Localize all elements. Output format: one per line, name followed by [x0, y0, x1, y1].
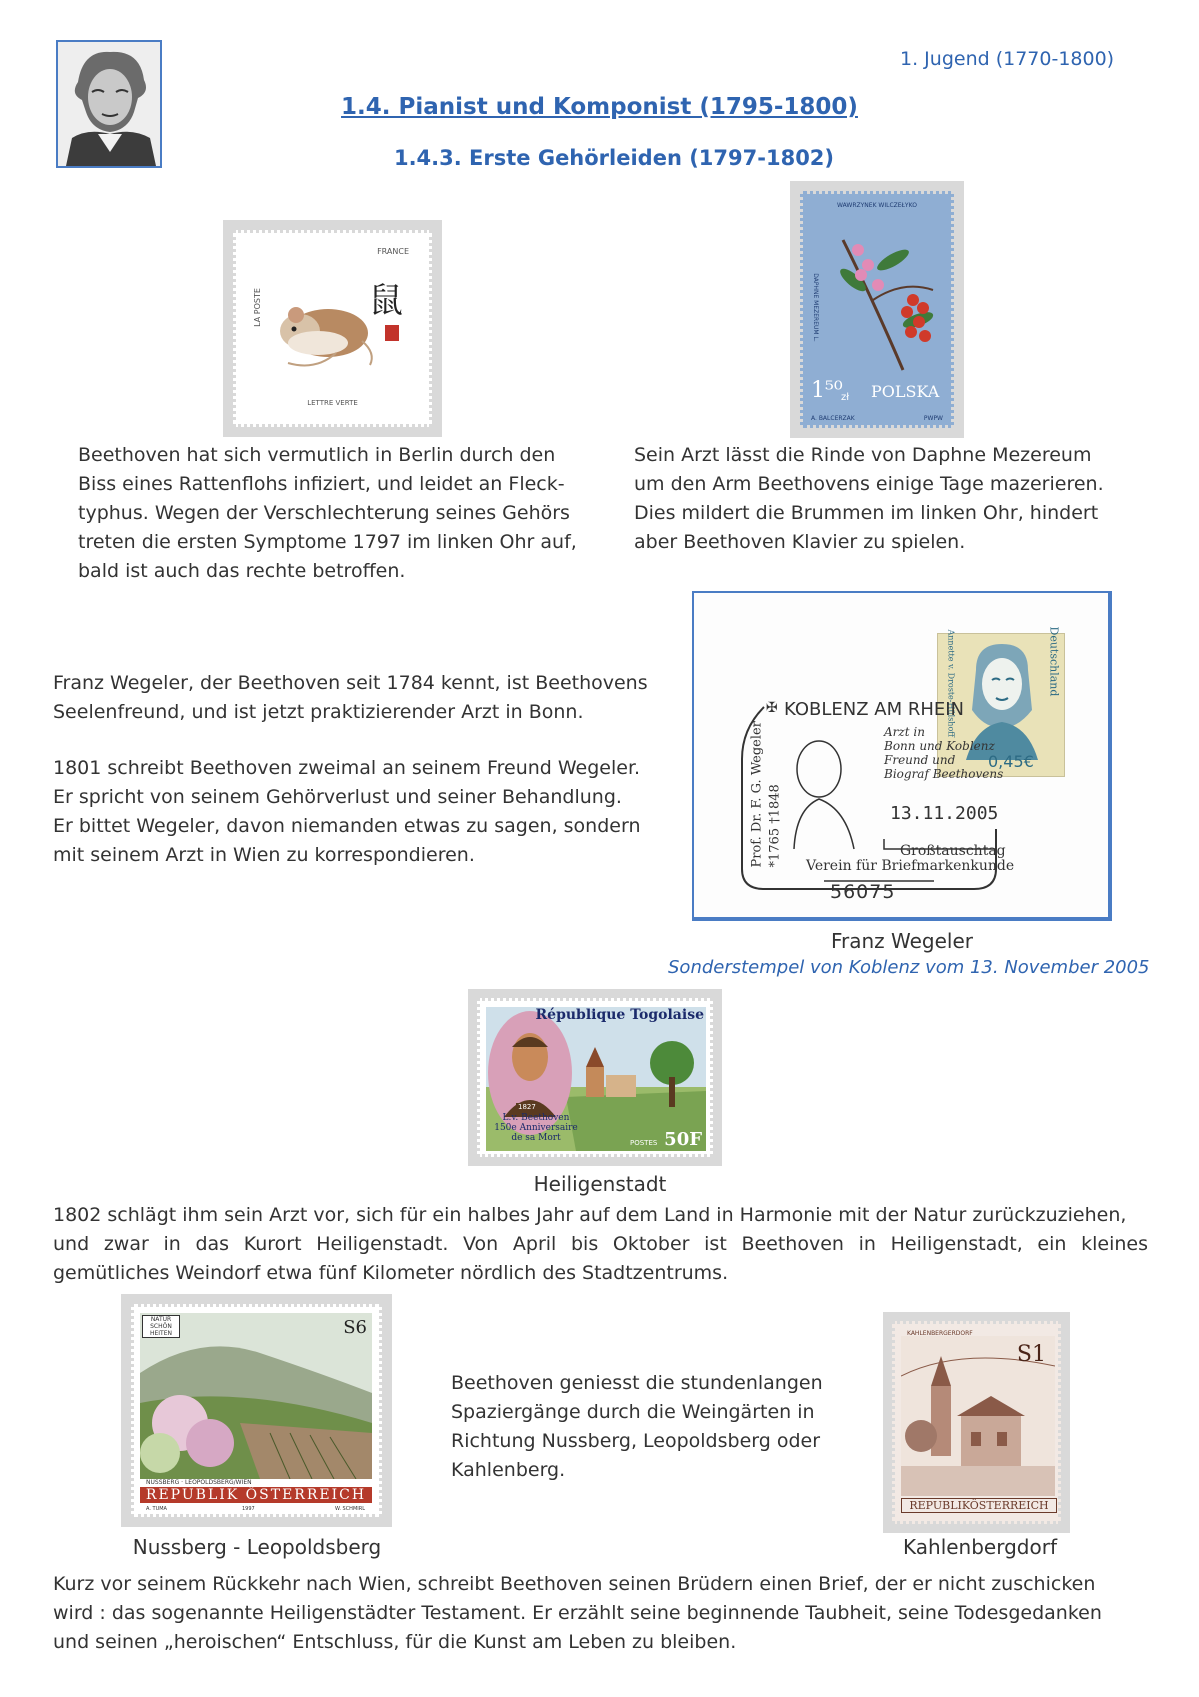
nussberg-caption: Nussberg - Leopoldsberg	[132, 1535, 382, 1559]
paragraph-flea	[78, 441, 598, 586]
text-line: aber Beethoven Klavier zu spielen.	[634, 531, 966, 553]
austria1-year: 1997	[242, 1506, 255, 1512]
paragraph-heiligenstadt	[53, 1201, 1148, 1288]
text-line: gemütliches Weindorf etwa fünf Kilometer nördlich des Stadtzentrums.	[53, 1262, 729, 1284]
stamp-austria-nussberg	[121, 1294, 392, 1527]
chapter-label: 1. Jugend (1770-1800)	[900, 48, 1115, 70]
kahlenbergdorf-caption: Kahlenbergdorf	[903, 1535, 1057, 1559]
postmark-postcode: 56075	[830, 881, 896, 903]
text-line: Franz Wegeler, der Beethoven seit 1784 kennt, ist Beethovens	[53, 672, 648, 694]
paragraph-wegeler-intro	[53, 669, 683, 727]
stamp-poland	[790, 181, 964, 438]
austria1-designer: A. TUMA	[146, 1506, 167, 1512]
postmark-symbol-icon: ✠	[766, 700, 778, 716]
text-line: 1801 schreibt Beethoven zweimal an seinem Freund Wegeler.	[53, 757, 641, 779]
togo-inscription	[490, 1113, 582, 1143]
postmark-date: 13.11.2005	[890, 803, 999, 824]
text-line: Spaziergänge durch die Weingärten in	[451, 1401, 815, 1423]
stamp-france-glyph: 鼠	[369, 281, 403, 321]
stamp-poland-unit: zł	[841, 392, 850, 403]
cover-caption: Franz Wegeler	[830, 929, 974, 953]
text-line: um den Arm Beethovens einige Tage mazerieren.	[634, 473, 1104, 495]
text-line: Er spricht von seinem Gehörverlust und seiner Behandlung.	[53, 786, 622, 808]
text-line: wird : das sogenannte Heiligenstädter Testament. Er erzählt seine beginnende Taubheit, seine Todesgedanken	[53, 1602, 1102, 1624]
austria1-place: NUSSBERG · LEOPOLDSBERG/WIEN	[146, 1479, 252, 1486]
cover-stamp-country: Deutschland	[1047, 626, 1061, 697]
rat-illustration	[266, 293, 386, 373]
austria1-badge: NATUR SCHÖN HEITEN	[142, 1315, 180, 1338]
text-line: Beethoven geniesst die stundenlangen	[451, 1372, 823, 1394]
stamp-poland-country: POLSKA	[871, 382, 940, 401]
stamp-france-value: LETTRE VERTE	[307, 399, 358, 407]
austria2-value: S1	[1016, 1342, 1046, 1367]
stamp-poland-header: WAWRZYNEK WILCZEŁYKO	[837, 202, 917, 209]
togo-year: 1827	[518, 1103, 536, 1111]
stamp-france-country: FRANCE	[377, 247, 409, 256]
austria1-country: REPUBLIK ÖSTERREICH	[140, 1487, 372, 1503]
text-line: Seelenfreund, und ist jetzt praktizierender Arzt in Bonn.	[53, 701, 584, 723]
text-line: Beethoven hat sich vermutlich in Berlin durch den	[78, 444, 556, 466]
togo-value: 50F	[664, 1129, 702, 1150]
seal-icon	[385, 325, 399, 341]
cover-note: Sonderstempel von Koblenz vom 13. November 2005	[668, 957, 1150, 978]
postmark-town: KOBLENZ AM RHEIN	[784, 699, 965, 720]
stamp-poland-designer: A. BALCERZAK	[811, 415, 855, 422]
togo-postes: POSTES	[630, 1139, 658, 1147]
daphne-plant-illustration	[823, 220, 943, 380]
role-line: Bonn und Koblenz	[884, 739, 995, 753]
text-line: typhus. Wegen der Verschlechterung seines Gehörs	[78, 502, 570, 524]
cover-stamp-name: Annette v. Droste-Hülshoff	[946, 629, 956, 737]
postmark-side-dates: *1765 †1848	[767, 784, 783, 868]
page-title: 1.4. Pianist und Komponist (1795-1800)	[341, 94, 858, 120]
stamp-togo	[468, 989, 722, 1166]
page-subtitle: 1.4.3. Erste Gehörleiden (1797-1802)	[393, 146, 835, 170]
text-line: Er bittet Wegeler, davon niemanden etwas zu sagen, sondern	[53, 815, 641, 837]
text-line: 1802 schlägt ihm sein Arzt vor, sich für ein halbes Jahr auf dem Land in Harmonie mit der Natur zurückzuziehen,	[53, 1204, 1127, 1226]
role-line: Arzt in	[884, 725, 925, 739]
text-line: Kahlenberg.	[451, 1459, 566, 1481]
text-line: treten die ersten Symptome 1797 im linken Ohr auf,	[78, 531, 577, 553]
stamp-poland-plant: DAPHNE MEZEREUM L.	[811, 273, 819, 342]
cover-stamp-value: 0,45€	[988, 752, 1034, 771]
postmark-role	[884, 725, 1003, 781]
paragraph-walks	[451, 1369, 851, 1485]
text-line: und seinen „heroischen“ Entschluss, für die Kunst am Leben zu bleiben.	[53, 1631, 737, 1653]
paragraph-doctor	[634, 441, 1174, 557]
role-line: Freund und	[884, 753, 956, 767]
stamp-france-side: LA POSTE	[252, 288, 262, 327]
austria2-place: KAHLENBERGERDORF	[907, 1330, 973, 1337]
togo-country: République Togolaise	[535, 1007, 704, 1023]
paragraph-wegeler-letters	[53, 754, 683, 870]
cover-frame	[692, 591, 1112, 921]
text-line: Sein Arzt lässt die Rinde von Daphne Mezereum	[634, 444, 1092, 466]
stamp-france	[223, 220, 442, 437]
austria1-value: S6	[343, 1317, 367, 1338]
stamp-austria-kahlenbergdorf	[883, 1312, 1070, 1533]
postmark-side-name: Prof. Dr. F. G. Wegeler	[749, 721, 765, 868]
togo-line: 150e Anniversaire	[494, 1123, 578, 1133]
austria2-country: REPUBLIKÖSTERREICH	[901, 1498, 1057, 1513]
role-line: Biograf Beethovens	[884, 767, 1004, 781]
togo-line: de sa Mort	[511, 1133, 561, 1143]
postmark-event: Großtauschtag	[900, 843, 1006, 859]
togo-caption: Heiligenstadt	[533, 1172, 667, 1196]
text-line: Biss eines Rattenflohs infiziert, und leidet an Fleck-	[78, 473, 565, 495]
austria1-engraver: W. SCHMIRL	[334, 1506, 365, 1512]
text-line: bald ist auch das rechte betroffen.	[78, 560, 406, 582]
stamp-poland-printer: PWPW	[923, 415, 943, 422]
text-line: mit seinem Arzt in Wien zu korrespondieren.	[53, 844, 475, 866]
stamp-poland-value: 1⁵⁰	[811, 378, 843, 403]
text-line: und zwar in das Kurort Heiligenstadt. Von April bis Oktober ist Beethoven in Heiligenstadt, ein kleines	[53, 1233, 1148, 1255]
text-line: Kurz vor seinem Rückkehr nach Wien, schreibt Beethoven seinen Brüdern einen Brief, der er nicht zuschicken	[53, 1573, 1096, 1595]
togo-line: L.v. Beethoven	[502, 1113, 570, 1123]
postmark-club: Verein für Briefmarkenkunde	[806, 858, 1015, 874]
paragraph-testament	[53, 1570, 1148, 1657]
text-line: Richtung Nussberg, Leopoldsberg oder	[451, 1430, 821, 1452]
text-line: Dies mildert die Brummen im linken Ohr, hindert	[634, 502, 1099, 524]
